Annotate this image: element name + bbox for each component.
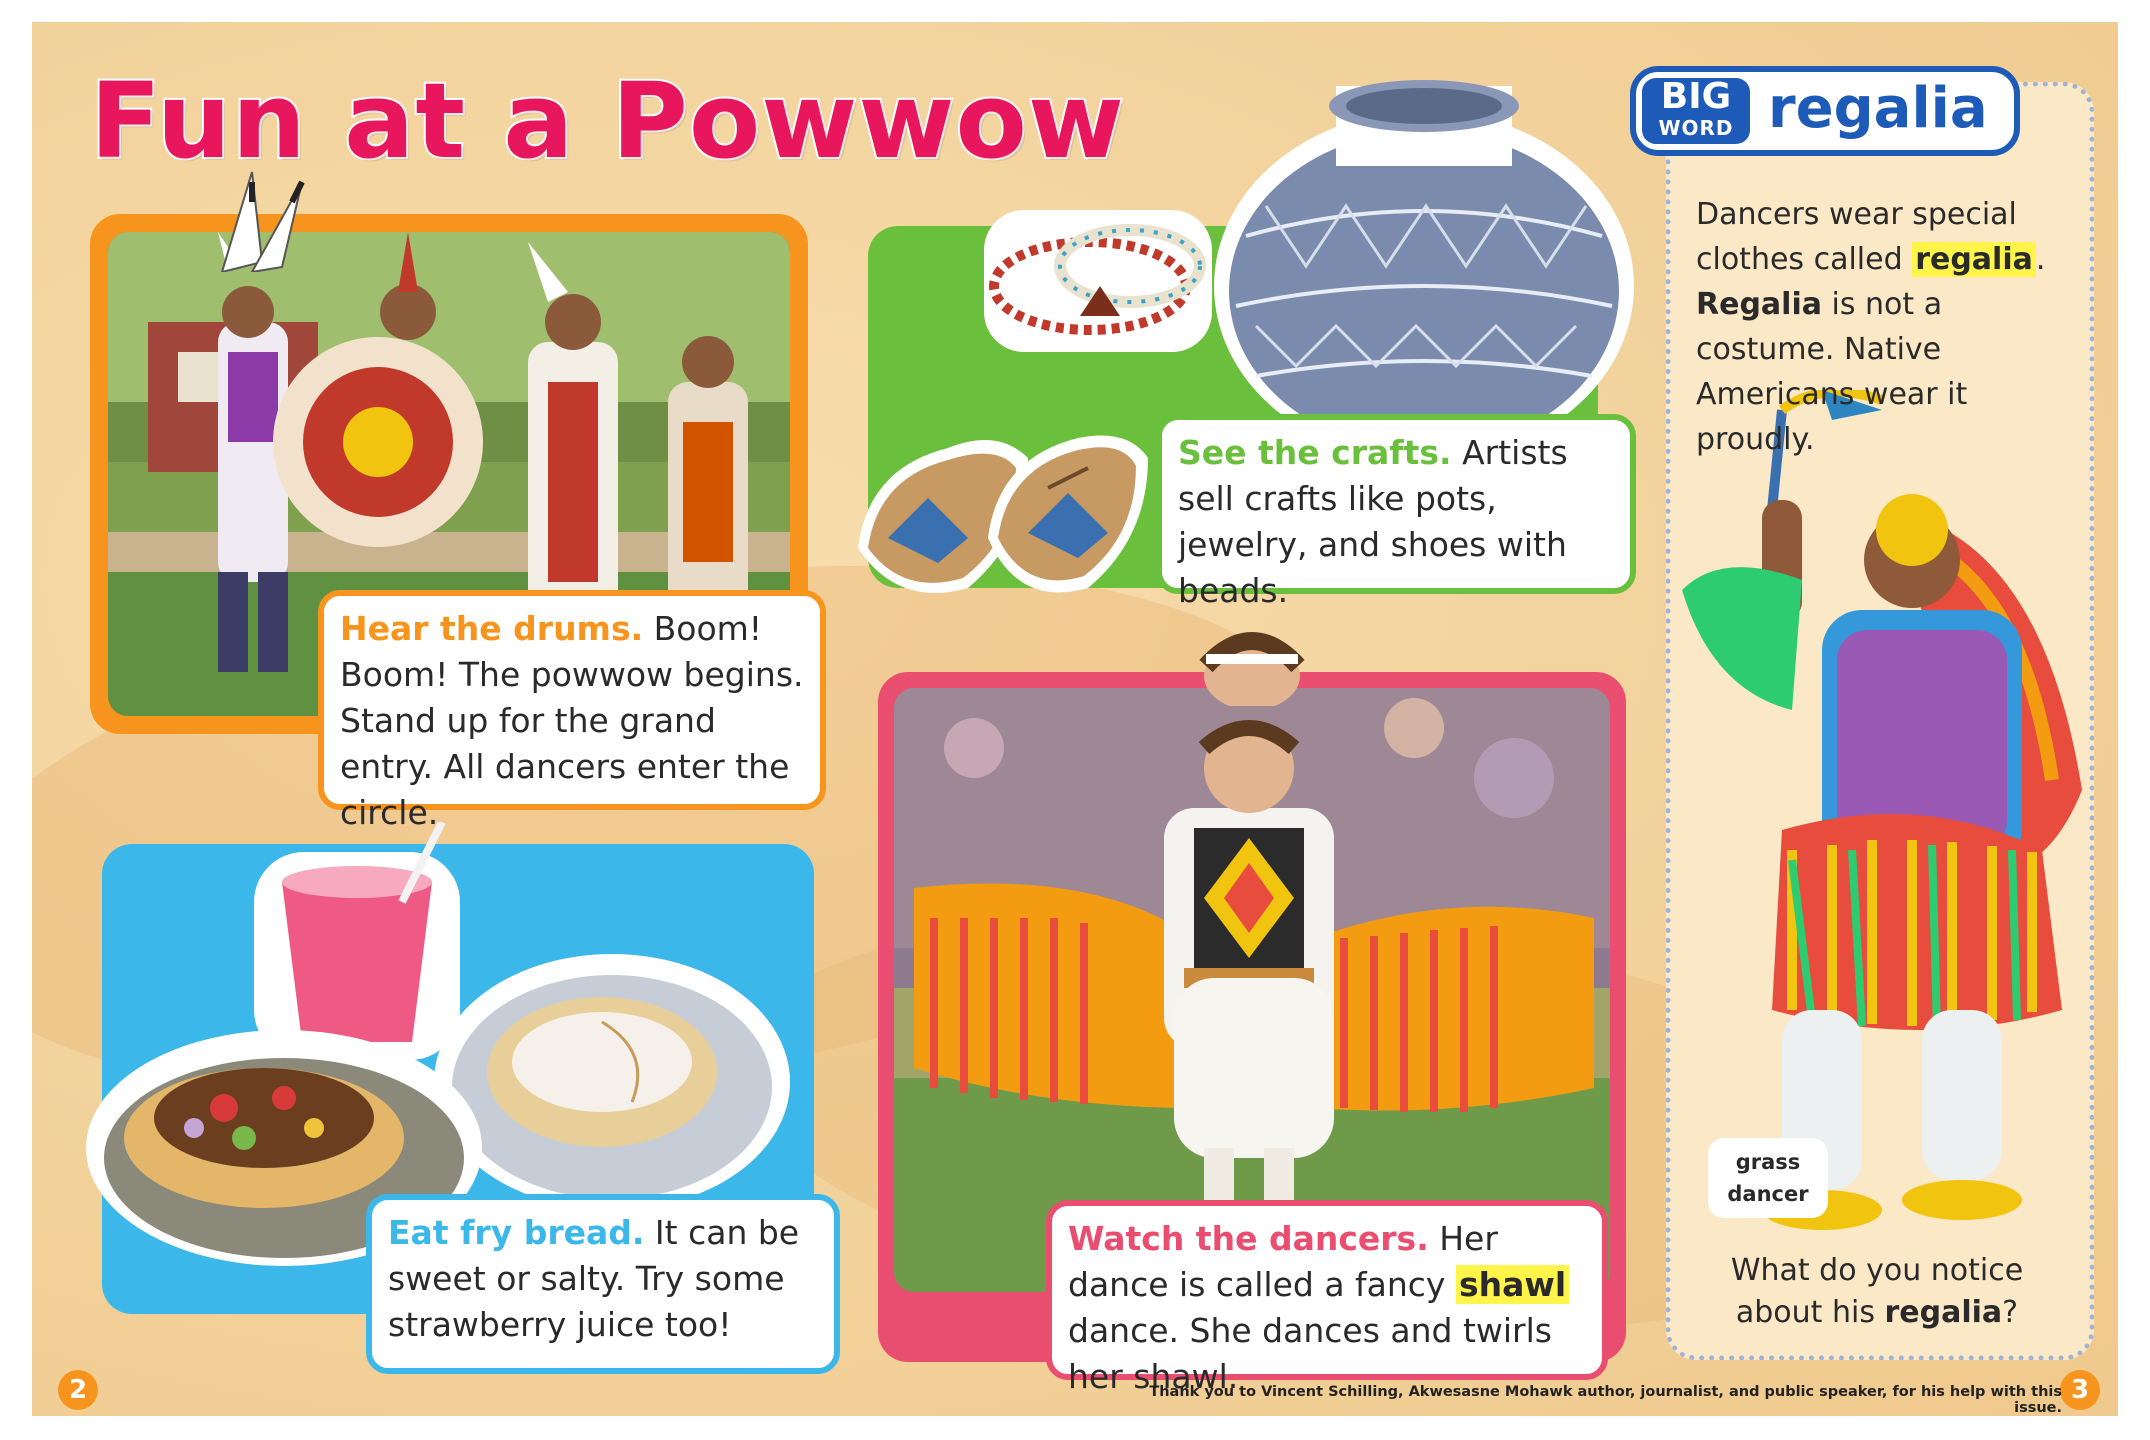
- question-strong: regalia: [1884, 1295, 2003, 1330]
- page-number-left: 2: [58, 1370, 98, 1410]
- question-pre: What do you notice about his: [1730, 1253, 2024, 1330]
- big-word-definition: [1696, 192, 2076, 462]
- definition-p1-post: .: [2035, 242, 2046, 277]
- crafts-caption: [1156, 414, 1636, 610]
- dancer-head-cutout: [1192, 616, 1312, 710]
- pot-cutout: [1206, 66, 1642, 470]
- bracelet-cutout: [980, 206, 1216, 360]
- question-post: ?: [2002, 1295, 2019, 1330]
- big-word-badge: [1630, 66, 2020, 156]
- moccasins-cutout: [848, 368, 1160, 618]
- drums-caption-lead: Hear the drums.: [340, 609, 644, 648]
- beaded-moccasins-illustration: [848, 368, 1160, 614]
- grass-dancer-label: grass dancer: [1708, 1138, 1828, 1218]
- dancers-caption-highlight: shawl: [1456, 1265, 1569, 1304]
- definition-p2-rest: is not a costume. Native Americans wear it proudly.: [1696, 287, 1968, 457]
- clay-pot-illustration: [1206, 66, 1642, 466]
- big-word-logo: [1642, 78, 1750, 144]
- food-caption-text: It can be sweet or salty. Try some strawberry juice too!: [388, 1213, 800, 1344]
- magazine-spread: [32, 22, 2118, 1416]
- big-word-logo-top: BIG: [1660, 76, 1732, 117]
- drums-caption: [318, 590, 826, 832]
- powdered-fry-bread-illustration: [432, 942, 792, 1212]
- definition-p1-pre: Dancers wear special clothes called: [1696, 197, 2017, 277]
- credit-note: Thank you to Vincent Schilling, Akwesasne Mohawk author, journalist, and public speaker, for his help with this issue.: [1149, 1384, 2062, 1416]
- definition-p1-highlight: regalia: [1912, 242, 2036, 277]
- beaded-bracelet-illustration: [980, 206, 1216, 356]
- fry-bread-sweet-cutout: [432, 942, 792, 1216]
- big-word-logo-bottom: WORD: [1658, 116, 1734, 140]
- dancers-caption-text-pre: Her dance is called a fancy: [1068, 1219, 1498, 1304]
- definition-p2-strong: Regalia: [1696, 287, 1822, 322]
- page-title: Fun at a Powwow: [90, 60, 1125, 182]
- crafts-caption-text: Artists sell crafts like pots, jewelry, and shoes with beads.: [1178, 433, 1568, 610]
- crafts-caption-lead: See the crafts.: [1178, 433, 1452, 472]
- page-number-right: 3: [2060, 1370, 2100, 1410]
- food-caption: [366, 1194, 840, 1374]
- dancers-caption-lead: Watch the dancers.: [1068, 1219, 1429, 1258]
- grass-dancer-cutout: [1622, 390, 2102, 1254]
- big-word-term: regalia: [1768, 76, 1988, 141]
- big-word-question: [1692, 1250, 2062, 1334]
- dancers-caption: [1046, 1200, 1608, 1396]
- food-caption-lead: Eat fry bread.: [388, 1213, 645, 1252]
- dancers-caption-text-post: dance. She dances and twirls her shawl.: [1068, 1311, 1552, 1396]
- drums-caption-text: Boom! Boom! The powwow begins. Stand up for the grand entry. All dancers enter the circle.: [340, 609, 804, 832]
- grass-dancer-illustration: [1622, 390, 2102, 1250]
